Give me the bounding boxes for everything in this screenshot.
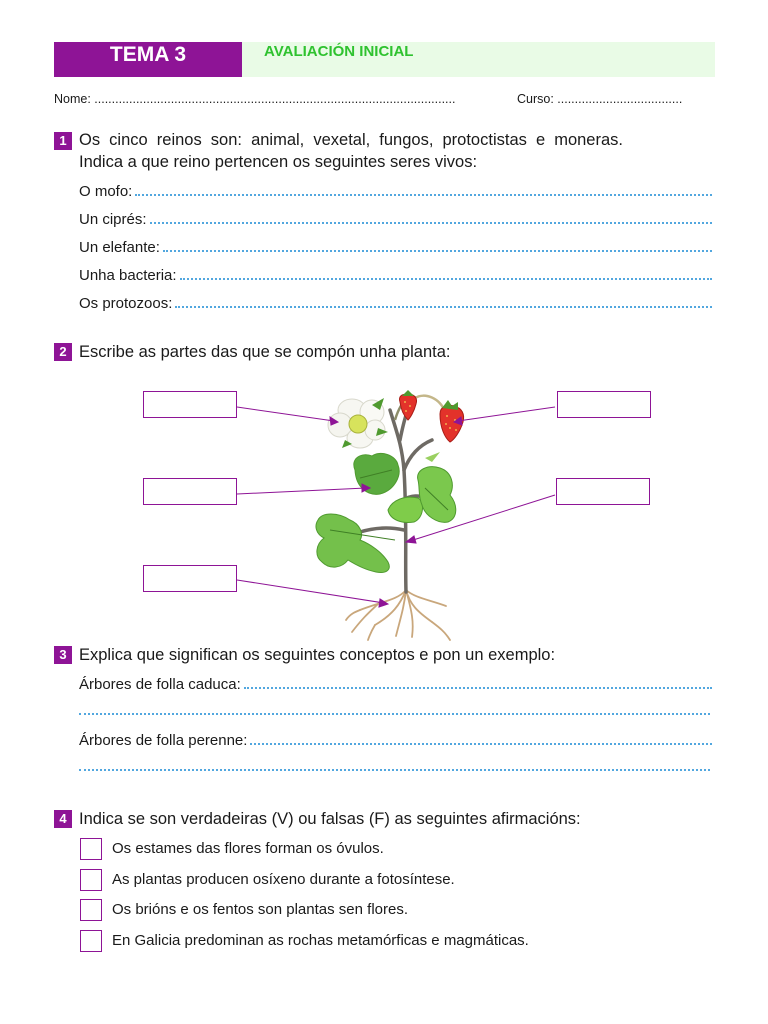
- question-number-2: 2: [54, 343, 72, 361]
- statement-3: Os brións e os fentos son plantas sen flores.: [112, 901, 408, 918]
- plant-label-box-fruit[interactable]: [557, 391, 651, 418]
- answer-row-perenne[interactable]: [79, 729, 712, 749]
- tema-badge: TEMA 3: [54, 42, 242, 77]
- question-3-text: Explica que significan os seguintes conceptos e pon un exemplo:: [79, 646, 556, 664]
- question-2-text: Escribe as partes das que se compón unha planta:: [79, 343, 451, 361]
- answer-label: O mofo:: [79, 183, 133, 200]
- bud: [425, 452, 440, 462]
- true-false-checkbox-4[interactable]: [80, 930, 102, 952]
- question-1-text: Os cinco reinos son: animal, vexetal, fungos, protoctistas e moneras. Indica a que reino pertencen os seguintes seres vivos:: [79, 131, 623, 171]
- answer-label: Unha bacteria:: [79, 267, 177, 284]
- answer-label: Un elefante:: [79, 239, 160, 256]
- plant-label-box-stem[interactable]: [556, 478, 650, 505]
- course-field[interactable]: Curso: ....................................: [517, 92, 683, 106]
- question-number-1: 1: [54, 132, 72, 150]
- page-title: AVALIACIÓN INICIAL: [264, 43, 414, 60]
- answer-line-caduca-2[interactable]: [79, 713, 710, 715]
- answer-row-caduca[interactable]: [79, 673, 712, 693]
- answer-label: Árbores de folla caduca:: [79, 676, 241, 693]
- flower: [328, 398, 388, 448]
- statement-2: As plantas producen osíxeno durante a fotosíntese.: [112, 871, 455, 888]
- answer-label: Árbores de folla perenne:: [79, 732, 248, 749]
- plant-label-box-root[interactable]: [143, 565, 237, 592]
- plant-label-box-flower[interactable]: [143, 391, 237, 418]
- answer-label: Os protozoos:: [79, 295, 173, 312]
- question-number-3: 3: [54, 646, 72, 664]
- true-false-checkbox-1[interactable]: [80, 838, 102, 860]
- plant-label-box-leaf[interactable]: [143, 478, 237, 505]
- true-false-checkbox-2[interactable]: [80, 869, 102, 891]
- answer-line[interactable]: [250, 743, 712, 745]
- answer-line[interactable]: [244, 687, 712, 689]
- answer-line-perenne-2[interactable]: [79, 769, 710, 771]
- question-4-text: Indica se son verdadeiras (V) ou falsas (F) as seguintes afirmacións:: [79, 810, 581, 828]
- name-field[interactable]: Nome: ........................................................................................................: [54, 92, 456, 106]
- answer-label: Un ciprés:: [79, 211, 147, 228]
- question-number-4: 4: [54, 810, 72, 828]
- statement-4: En Galicia predominan as rochas metamórficas e magmáticas.: [112, 932, 529, 949]
- statement-1: Os estames das flores forman os óvulos.: [112, 840, 384, 857]
- roots: [346, 590, 450, 640]
- true-false-checkbox-3[interactable]: [80, 899, 102, 921]
